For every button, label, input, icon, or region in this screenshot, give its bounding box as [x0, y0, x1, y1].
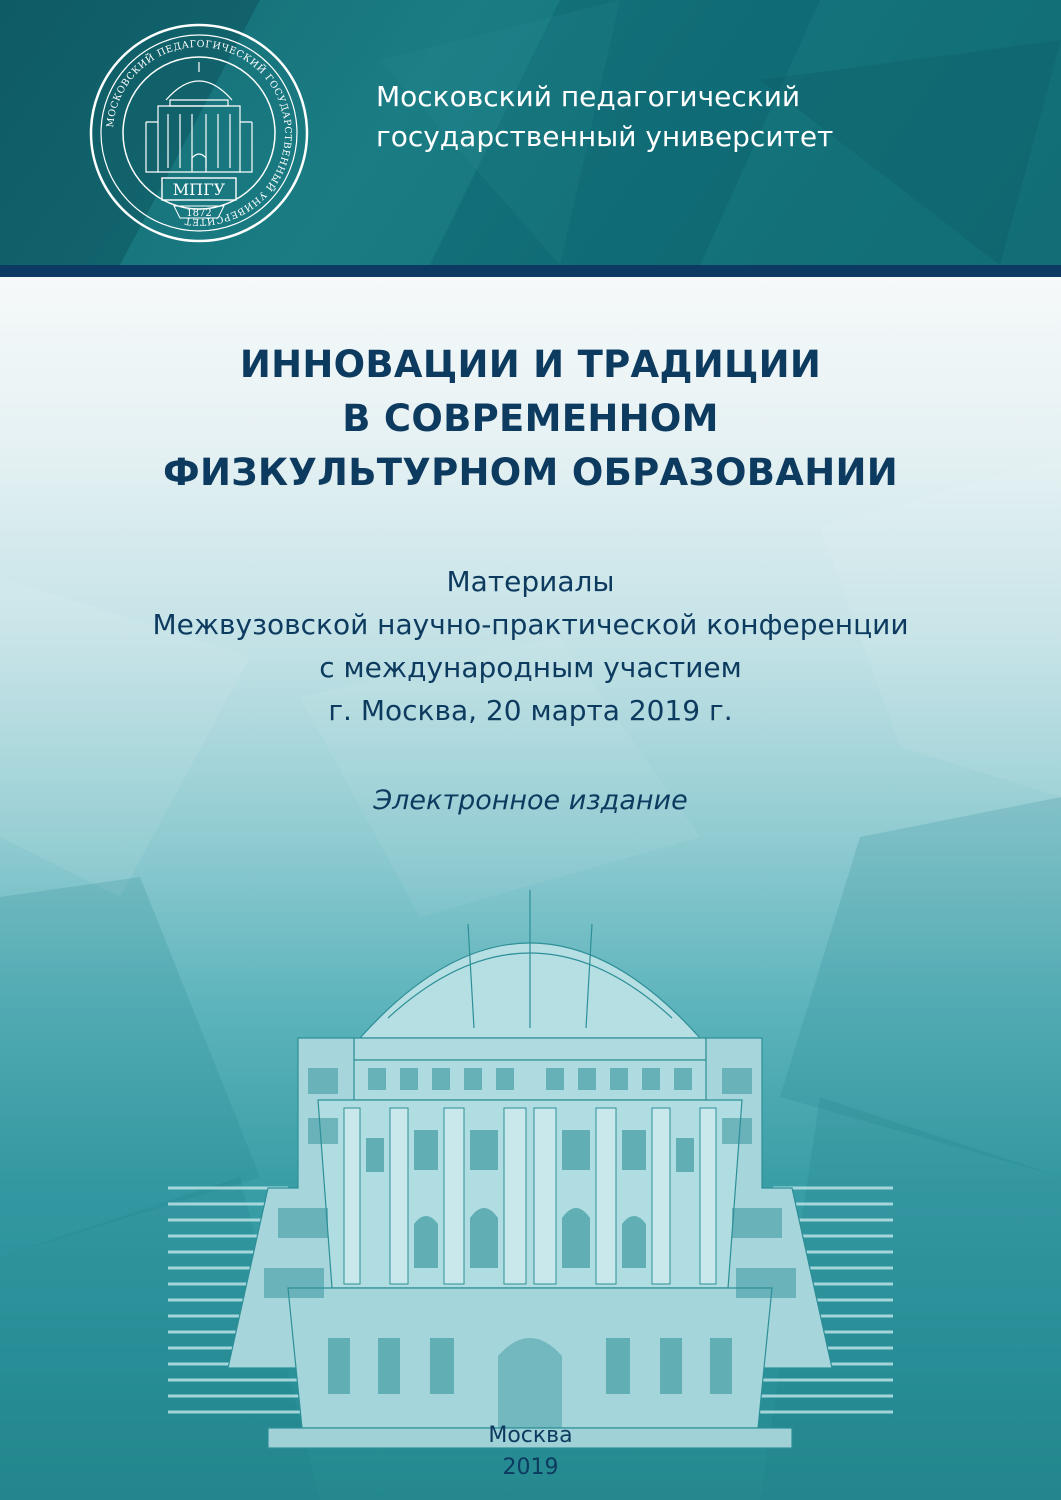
title-line2: В СОВРЕМЕННОМ: [342, 397, 719, 440]
header-band: [0, 0, 1061, 265]
seal-building-icon: [146, 62, 252, 172]
subtitle-line2: Межвузовской научно-практической конференции: [152, 608, 909, 641]
imprint-year: 2019: [502, 1455, 559, 1480]
subtitle-line1: Материалы: [446, 565, 615, 598]
imprint: [40, 1420, 1021, 1484]
header-divider: [0, 265, 1061, 277]
seal-abbreviation: МПГУ: [172, 180, 226, 199]
seal-year: 1872: [186, 208, 212, 219]
university-name-line2: государственный университет: [376, 120, 834, 153]
university-name: [376, 77, 1016, 157]
seal-ring-text: МОСКОВСКИЙ ПЕДАГОГИЧЕСКИЙ ГОСУДАРСТВЕННЫЙ УНИВЕРСИТЕТ: [105, 38, 294, 228]
title-line3: ФИЗКУЛЬТУРНОМ ОБРАЗОВАНИИ: [162, 451, 899, 494]
subtitle-line3: с международным участием: [319, 651, 742, 684]
edition-label: Электронное издание: [373, 785, 688, 816]
university-name-line1: Московский педагогический: [376, 80, 801, 113]
book-title: [40, 338, 1021, 500]
university-seal-logo: [88, 22, 310, 244]
imprint-city: Москва: [488, 1423, 573, 1448]
subtitle-line4: г. Москва, 20 марта 2019 г.: [328, 694, 733, 727]
title-line1: ИННОВАЦИИ И ТРАДИЦИИ: [239, 343, 822, 386]
university-building-illustration: [168, 868, 893, 1458]
book-subtitle: [40, 560, 1021, 732]
